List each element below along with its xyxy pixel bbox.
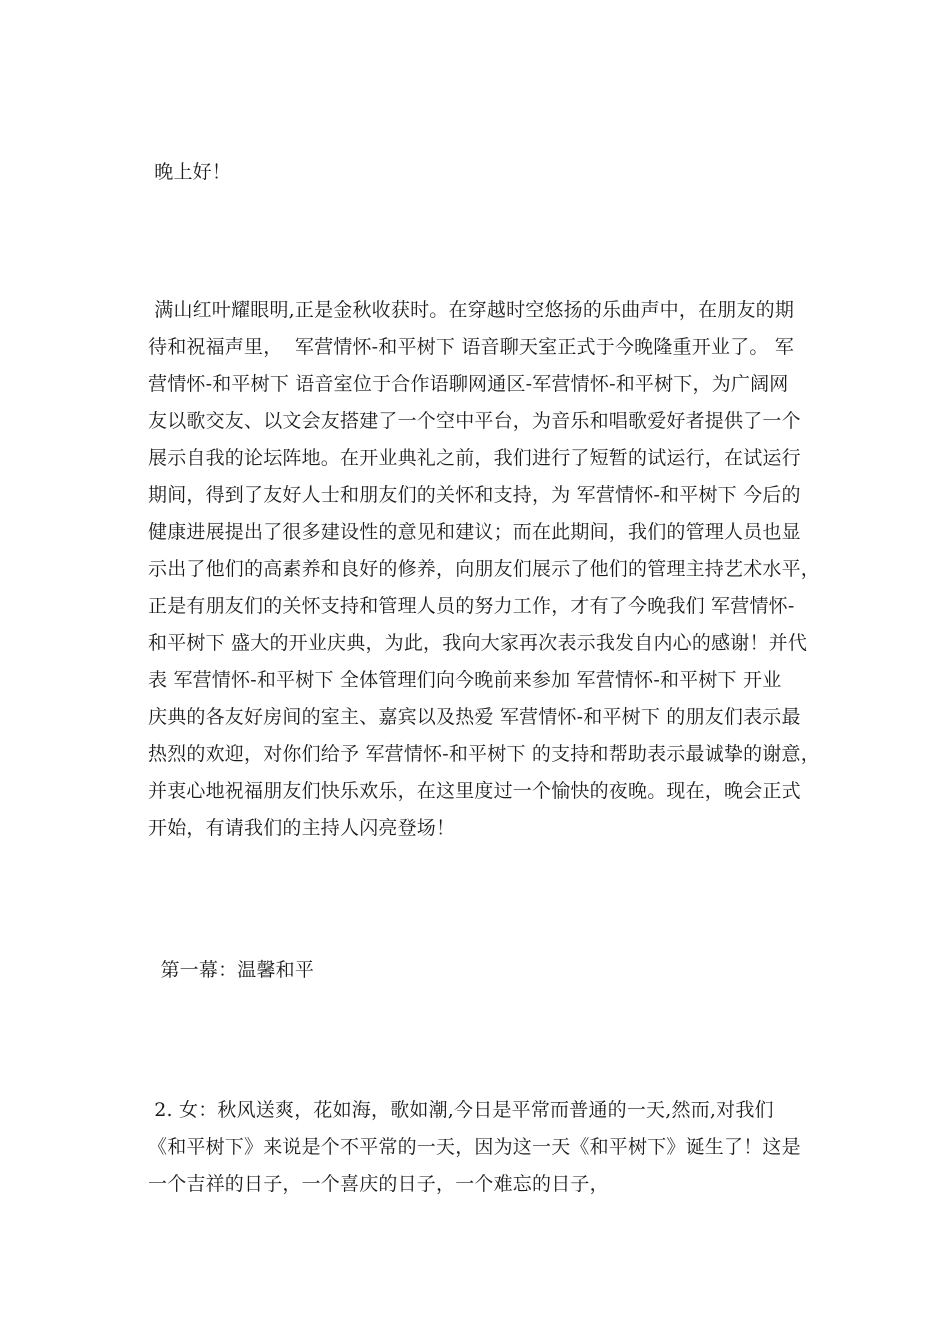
paragraph-line: 并衷心地祝福朋友们快乐欢乐，在这里度过一个愉快的夜晚。现在，晚会正式	[148, 780, 801, 802]
paragraph-line: 热烈的欢迎，对你们给予 军营情怀-和平树下 的支持和帮助表示最诚挚的谢意，	[148, 743, 820, 765]
paragraph-line: 待和祝福声里， 军营情怀-和平树下 语音聊天室正式于今晚隆重开业了。 军	[148, 336, 794, 358]
paragraph-line: 健康进展提出了很多建设性的意见和建议；而在此期间，我们的管理人员也显	[148, 521, 801, 543]
paragraph-line: 满山红叶耀眼明,正是金秋收获时。在穿越时空悠扬的乐曲声中，在朋友的期	[148, 299, 795, 321]
paragraph-line: 示出了他们的高素养和良好的修养，向朋友们展示了他们的管理主持艺术水平，	[148, 558, 821, 580]
paragraph-line: 庆典的各友好房间的室主、嘉宾以及热爱 军营情怀-和平树下 的朋友们表示最	[148, 706, 801, 728]
paragraph-line: 展示自我的论坛阵地。在开业典礼之前，我们进行了短暂的试运行，在试运行	[148, 447, 801, 469]
paragraph-line: 和平树下 盛大的开业庆典，为此，我向大家再次表示我发自内心的感谢！并代	[148, 632, 808, 654]
paragraph-line: 《和平树下》来说是个不平常的一天，因为这一天《和平树下》诞生了！这是	[148, 1136, 801, 1158]
greeting: 晚上好！	[148, 161, 232, 183]
paragraph-line: 营情怀-和平树下 语音室位于合作语聊网通区-军营情怀-和平树下，为广阔网	[148, 373, 789, 395]
paragraph-line: 期间，得到了友好人士和朋友们的关怀和支持，为 军营情怀-和平树下 今后的	[148, 484, 801, 506]
paragraph-line: 正是有朋友们的关怀支持和管理人员的努力工作，才有了今晚我们 军营情怀-	[148, 595, 795, 617]
paragraph-line: 表 军营情怀-和平树下 全体管理们向今晚前来参加 军营情怀-和平树下 开业	[148, 669, 782, 691]
paragraph-line: 2. 女：秋风送爽，花如海，歌如潮,今日是平常而普通的一天,然而,对我们	[148, 1099, 774, 1121]
paragraph-line: 友以歌交友、以文会友搭建了一个空中平台，为音乐和唱歌爱好者提供了一个	[148, 410, 801, 432]
paragraph-line: 一个吉祥的日子，一个喜庆的日子，一个难忘的日子，	[148, 1173, 609, 1195]
paragraph-line: 开始，有请我们的主持人闪亮登场！	[148, 817, 456, 839]
act-title: 第一幕：温馨和平	[148, 959, 315, 981]
